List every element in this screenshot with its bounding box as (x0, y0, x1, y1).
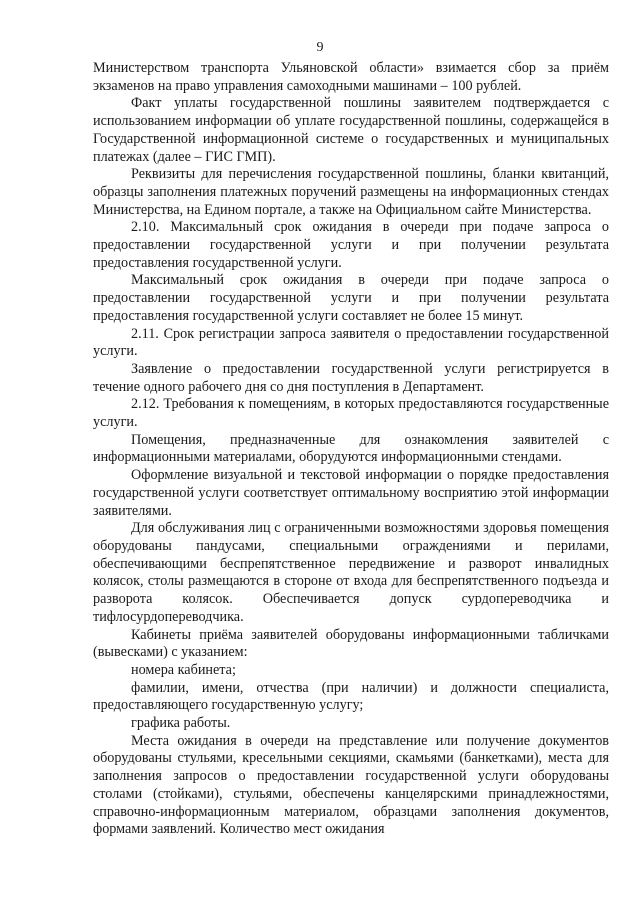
paragraph-accessibility: Для обслуживания лиц с ограниченными возможностями здоровья помещения оборудованы пандусами, специальными ограждениями и перилами, обеспечивающими беспрепятственное передвижение и разворот инвалидных колясок, столы размещаются в стороне от входа для беспрепятственного подъезда и разворота колясок. Обеспечивается допуск сурдопереводчика и тифлосурдопереводчика. (93, 520, 609, 625)
paragraph-premises: Помещения, предназначенные для ознакомления заявителей с информационными материалами, оборудуются информационными стендами. (93, 431, 609, 466)
paragraph-waiting-places: Места ожидания в очереди на представление или получение документов оборудованы стульями, кресельными секциями, скамьями (банкетками), места для заполнения запросов о предоставлении государственной услуги оборудованы столами (стойками), стульями, обеспечены канцелярскими принадлежностями, справочно-информационным материалом, образцами заполнения документов, формами заявлений. Количество мест ожидания (93, 732, 609, 838)
paragraph-registration: Заявление о предоставлении государственной услуги регистрируется в течение одного рабочего дня со дня поступления в Департамент. (93, 360, 609, 395)
paragraph-fee-confirmation: Факт уплаты государственной пошлины заявителем подтверждается с использованием информации об уплате государственной пошлины, содержащейся в Государственной информационной системе о государственных и муниципальных платежах (далее – ГИС ГМП). (93, 95, 609, 165)
paragraph-section-2-11: 2.11. Срок регистрации запроса заявителя о предоставлении государственной услуги. (93, 325, 609, 360)
paragraph-visual-info: Оформление визуальной и текстовой информации о порядке предоставления государственной услуги соответствует оптимальному восприятию этой информации заявителями. (93, 467, 609, 519)
page-number: 9 (316, 40, 324, 55)
paragraph-continuation: Министерством транспорта Ульяновской области» взимается сбор за приём экзаменов на право управления самоходными машинами – 100 рублей. (93, 60, 609, 94)
paragraph-max-wait: Максимальный срок ожидания в очереди при подаче запроса о предоставлении государственной услуги и при получении результата предоставления государственной услуги составляет не более 15 минут. (93, 272, 609, 324)
list-item-specialist: фамилии, имени, отчества (при наличии) и должности специалиста, предоставляющего государственную услугу; (93, 679, 609, 714)
list-item-schedule: графика работы. (131, 715, 231, 732)
paragraph-section-2-12: 2.12. Требования к помещениям, в которых предоставляются государственные услуги. (93, 396, 609, 431)
paragraph-payment-details: Реквизиты для перечисления государственной пошлины, бланки квитанций, образцы заполнения платежных поручений размещены на информационных стендах Министерства, на Едином портале, а также на Официальном сайте Министерства. (93, 166, 609, 218)
document-body (93, 60, 609, 839)
list-item-office-number: номера кабинета; (131, 661, 236, 678)
paragraph-section-2-10: 2.10. Максимальный срок ожидания в очереди при подаче запроса о предоставлении государственной услуги и при получении результата предоставления государственной услуги. (93, 219, 609, 271)
paragraph-offices: Кабинеты приёма заявителей оборудованы информационными табличками (вывесками) с указанием: (93, 626, 609, 661)
